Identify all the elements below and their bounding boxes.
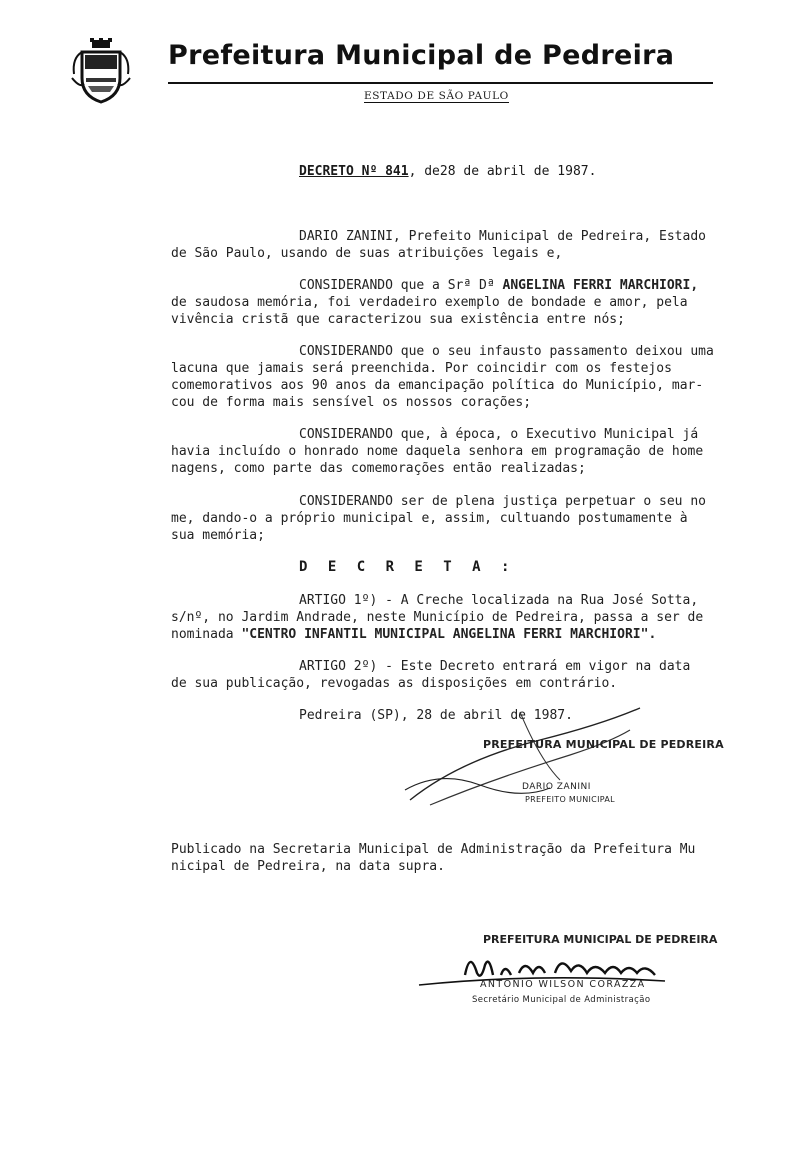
decree-heading xyxy=(299,164,596,179)
signature-1-stamp: PREFEITURA MUNICIPAL DE PEDREIRA xyxy=(483,738,724,751)
considerando-2-line-3: comemorativos aos 90 anos da emancipação política do Município, mar- xyxy=(171,378,704,393)
considerando-4-line-3: sua memória; xyxy=(171,528,265,543)
artigo-1-line-3: nominada "CENTRO INFANTIL MUNICIPAL ANGELINA FERRI MARCHIORI". xyxy=(171,627,657,642)
considerando-1-line-3: vivência cristã que caracterizou sua existência entre nós; xyxy=(171,312,625,327)
intro-line-2: de São Paulo, usando de suas atribuições legais e, xyxy=(171,246,563,261)
considerando-2-line-2: lacuna que jamais será preenchida. Por coincidir com os festejos xyxy=(171,361,672,376)
artigo-2-line-1: ARTIGO 2º) - Este Decreto entrará em vigor na data xyxy=(299,659,691,674)
signature-2-role: Secretário Municipal de Administração xyxy=(472,995,651,1005)
letterhead-rule xyxy=(168,82,713,84)
artigo-1-line-1: ARTIGO 1º) - A Creche localizada na Rua José Sotta, xyxy=(299,593,699,608)
letterhead-state: ESTADO DE SÃO PAULO xyxy=(364,90,509,102)
artigo-2-line-2: de sua publicação, revogadas as disposições em contrário. xyxy=(171,676,618,691)
decree-date: , de28 de abril de 1987. xyxy=(408,164,597,179)
considerando-1-line-1: CONSIDERANDO que a Srª Dª ANGELINA FERRI MARCHIORI, xyxy=(299,278,699,293)
place-date: Pedreira (SP), 28 de abril de 1987. xyxy=(299,708,573,723)
intro-line-1: DARIO ZANINI, Prefeito Municipal de Pedreira, Estado xyxy=(299,229,706,244)
considerando-4-line-1: CONSIDERANDO ser de plena justiça perpetuar o seu no xyxy=(299,494,706,509)
signature-1-role: PREFEITO MUNICIPAL xyxy=(525,795,615,804)
publication-line-2: nicipal de Pedreira, na data supra. xyxy=(171,859,445,874)
signature-2-name: ANTONIO WILSON CORAZZA xyxy=(480,979,646,990)
publication-line-1: Publicado na Secretaria Municipal de Administração da Prefeitura Mu xyxy=(171,842,696,857)
signature-1-name: DARIO ZANINI xyxy=(522,782,591,792)
considerando-4-line-2: me, dando-o a próprio municipal e, assim, cultuando postumamente à xyxy=(171,511,688,526)
decree-number: DECRETO Nº 841 xyxy=(299,164,409,179)
honoree-name: ANGELINA FERRI MARCHIORI, xyxy=(502,278,699,293)
considerando-1-line-2: de saudosa memória, foi verdadeiro exemplo de bondade e amor, pela xyxy=(171,295,688,310)
creche-name: "CENTRO INFANTIL MUNICIPAL ANGELINA FERRI MARCHIORI". xyxy=(241,627,657,642)
considerando-3-line-1: CONSIDERANDO que, à época, o Executivo Municipal já xyxy=(299,427,699,442)
considerando-2-line-4: cou de forma mais sensível os nossos corações; xyxy=(171,395,532,410)
artigo-1-line-2: s/nº, no Jardim Andrade, neste Município de Pedreira, passa a ser de xyxy=(171,610,704,625)
signature-2-stamp: PREFEITURA MUNICIPAL DE PEDREIRA xyxy=(483,933,718,946)
considerando-2-line-1: CONSIDERANDO que o seu infausto passamento deixou uma xyxy=(299,344,714,359)
municipal-crest-logo xyxy=(70,38,132,104)
letterhead-title: Prefeitura Municipal de Pedreira xyxy=(168,40,675,71)
considerando-3-line-3: nagens, como parte das comemorações então realizadas; xyxy=(171,461,586,476)
decreta-heading: D E C R E T A : xyxy=(299,559,516,575)
considerando-3-line-2: havia incluído o honrado nome daquela senhora em programação de home xyxy=(171,444,704,459)
